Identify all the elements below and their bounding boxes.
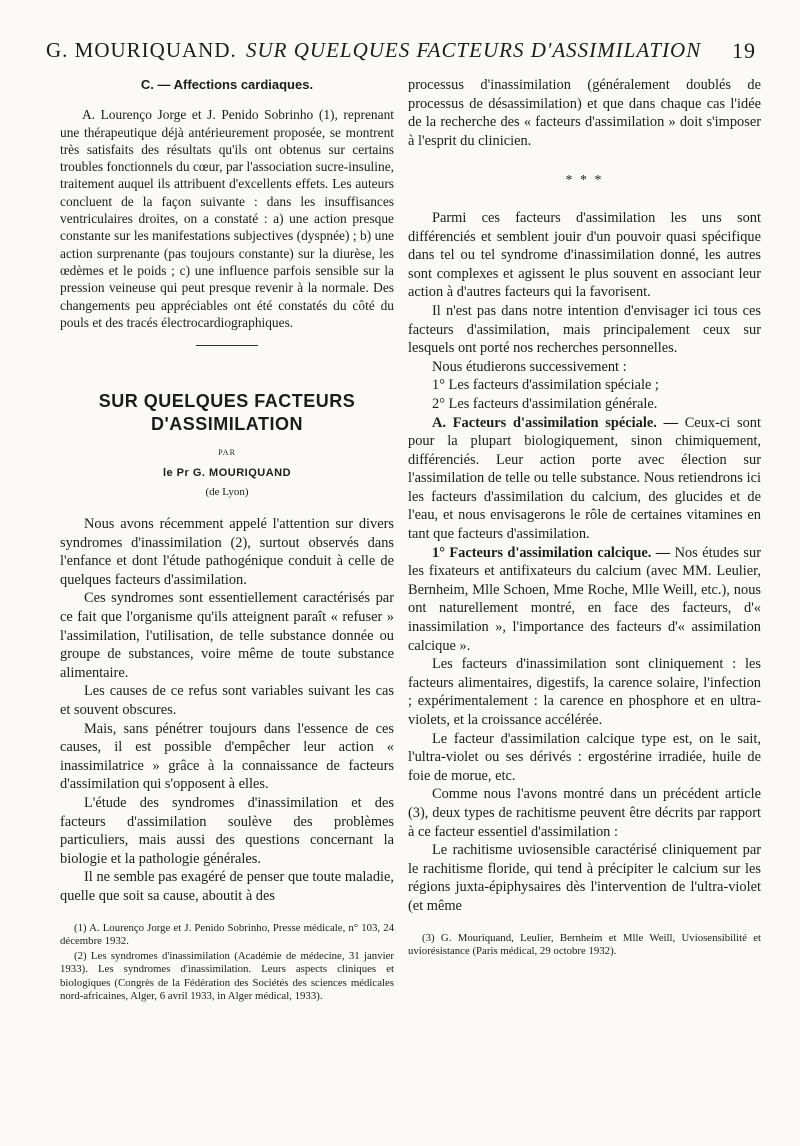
footnotes-left: [60, 922, 394, 1004]
page-number: 19: [732, 38, 756, 63]
paragraph: Parmi ces facteurs d'assimilation les uns sont différenciés et semblent jouir d'un pouvoir quasi spécifique dans tel ou tel syndrome d'inassimilation donné, les autres sont complexes et agissent le plus souvent en associant leur action à d'autres facteurs qui la favorisent.: [408, 209, 761, 301]
list-item: 2° Les facteurs d'assimilation générale.: [432, 395, 658, 412]
paragraph: Le facteur d'assimilation calcique type est, on le sait, l'ultra-violet ou ses dérivés : ergostérine irradiée, huile de foie de morue, etc.: [408, 730, 761, 784]
header-author: G. MOURIQUAND.: [46, 38, 237, 62]
section-paragraph: A. Lourenço Jorge et J. Penido Sobrinho (1), reprenant une thérapeutique déjà antérieurement proposée, se montrent très satisfaits des résultats qu'ils ont obtenus sur certains troubles fonctionnels du cœur, par l'association sucre-insuline, traitement auquel ils attribuent d'excellents effets. Les auteurs concluent de la façon suivante : dans les insuffisances ventriculaires droites, on a constaté : a) une action presque constante sur les manifestations subjectives (dyspnée) ; b) une action surprenante (pas toujours constante) sur la diurèse, les œdèmes et le poids ; c) une influence parfois sensible sur la pression veineuse qui peut presque revenir à la normale. Des changements peu appréciables ont été constatés du côté du pouls et des tracés électrocardiographiques.: [60, 107, 394, 330]
asterism: * * *: [565, 173, 604, 189]
running-header: [46, 38, 756, 68]
paragraph: Il n'est pas dans notre intention d'envisager ici tous ces facteurs d'assimilation, mais principalement ceux sur lesquels ont porté nos recherches personnelles.: [408, 302, 761, 357]
paragraph: Nous avons récemment appelé l'attention sur divers syndromes d'inassimilation (2), surtout observés dans l'enfance et dont l'étude pathogénique conduit à celle de quelques facteurs d'assimilation.: [60, 516, 394, 588]
section-heading: C. — Affections cardiaques.: [140, 77, 314, 92]
footnotes-right: [408, 932, 761, 959]
subsection-1-text: Nos études sur les fixateurs et antifixateurs du calcium (avec MM. Leulier, Bernheim, Mlle Schoen, Mme Roche, Mlle Weill, etc.), nous ont naturellement montré, en face des facteurs, d'« inassimilation », l'importance des facteurs d'« assimilation calcique ».: [408, 544, 761, 654]
separator-rule: [196, 345, 258, 346]
paragraph: Ces syndromes sont essentiellement caractérisés par ce fait que l'organisme qu'ils atteignent paraît « refuser » l'assimilation, l'utilisation, de telle substance donnée ou groupe de substances, voire même de toute substance alimentaire.: [60, 590, 394, 681]
list-item: 1° Les facteurs d'assimilation spéciale ;: [432, 377, 659, 394]
article-title-line: D'ASSIMILATION: [151, 414, 303, 435]
right-column: [408, 76, 761, 958]
paragraph: Le rachitisme uviosensible caractérisé cliniquement par le rachitisme floride, qui tend à précipiter le calcium sur les régions juxta-épiphysaires dès l'intervention de l'ultra-violet (et même: [408, 842, 761, 914]
paragraph-continuation: processus d'inassimilation (généralement doublés de processus de désassimilation) et que dans chaque cas l'idée de la recherche des « facteurs d'assimilation » doit s'imposer à l'esprit du clinicien.: [408, 77, 761, 149]
section-a-text: Ceux-ci sont pour la plupart biologiquement, sinon chimiquement, différenciés. Leur action porte avec élection sur l'assimilation de telle ou telle substance. Nous retiendrons ici les facteurs d'assimilation du calcium, des glucides et de l'eau, et nous envisagerons le rôle de certaines vitamines en tant que facteurs d'assimilation.: [408, 414, 761, 543]
paragraph: Les facteurs d'inassimilation sont cliniquement : les facteurs alimentaires, digestifs, la carence solaire, l'infection ; expérimentalement : la carence en phosphore et en ultra-violets, et la croissance accélérée.: [408, 656, 761, 728]
header-title: SUR QUELQUES FACTEURS D'ASSIMILATION: [246, 38, 702, 62]
section-a-heading: A. Facteurs d'assimilation spéciale. —: [432, 414, 678, 431]
paragraph: L'étude des syndromes d'inassimilation et des facteurs d'assimilation soulève des problèmes particuliers, mais aussi des questions concernant la biologie et la pathologie générales.: [60, 794, 394, 867]
article-title-line: SUR QUELQUES FACTEURS: [98, 391, 356, 412]
paragraph: Il ne semble pas exagéré de penser que toute maladie, quelle que soit sa cause, aboutit à des: [60, 869, 394, 904]
par-label: PAR: [218, 448, 236, 458]
article-body-left: [60, 515, 394, 905]
byline: le Pr G. MOURIQUAND: [162, 467, 292, 480]
paragraph: Comme nous l'avons montré dans un précédent article (3), deux types de rachitisme peuvent être décrits par rapport à ce facteur essentiel d'assimilation :: [408, 786, 761, 840]
paragraph: Nous étudierons successivement :: [432, 358, 627, 375]
subsection-1-heading: 1° Facteurs d'assimilation calcique. —: [432, 544, 671, 561]
section-a-paragraph: [408, 414, 761, 544]
footnote: (2) Les syndromes d'inassimilation (Académie de médecine, 31 janvier 1933). Les syndromes d'inassimilation. Leurs aspects cliniques et biologiques (Congrès de la Fédération des Sociétés des sciences médicales nord-africaines, Alger, 6 avril 1933, in Alger médical, 1933).: [60, 950, 394, 1002]
article-title: [60, 390, 394, 436]
subsection-1-paragraph: [408, 544, 761, 656]
affiliation: (de Lyon): [205, 485, 249, 498]
left-column: [60, 76, 394, 1003]
paragraph: Mais, sans pénétrer toujours dans l'essence de ces causes, il est possible d'empêcher leur action « inassimilatrice » grâce à la connaissance de facteurs d'assimilation qui s'opposent à elles.: [60, 720, 394, 793]
footnote: (3) G. Mouriquand, Leulier, Bernheim et Mlle Weill, Uviosensibilité et uviorésistance (Paris médical, 29 octobre 1932).: [408, 931, 761, 957]
paragraph: Les causes de ce refus sont variables suivant les cas et souvent obscures.: [60, 683, 394, 718]
footnote: (1) A. Lourenço Jorge et J. Penido Sobrinho, Presse médicale, n° 103, 24 décembre 1932.: [60, 921, 394, 947]
